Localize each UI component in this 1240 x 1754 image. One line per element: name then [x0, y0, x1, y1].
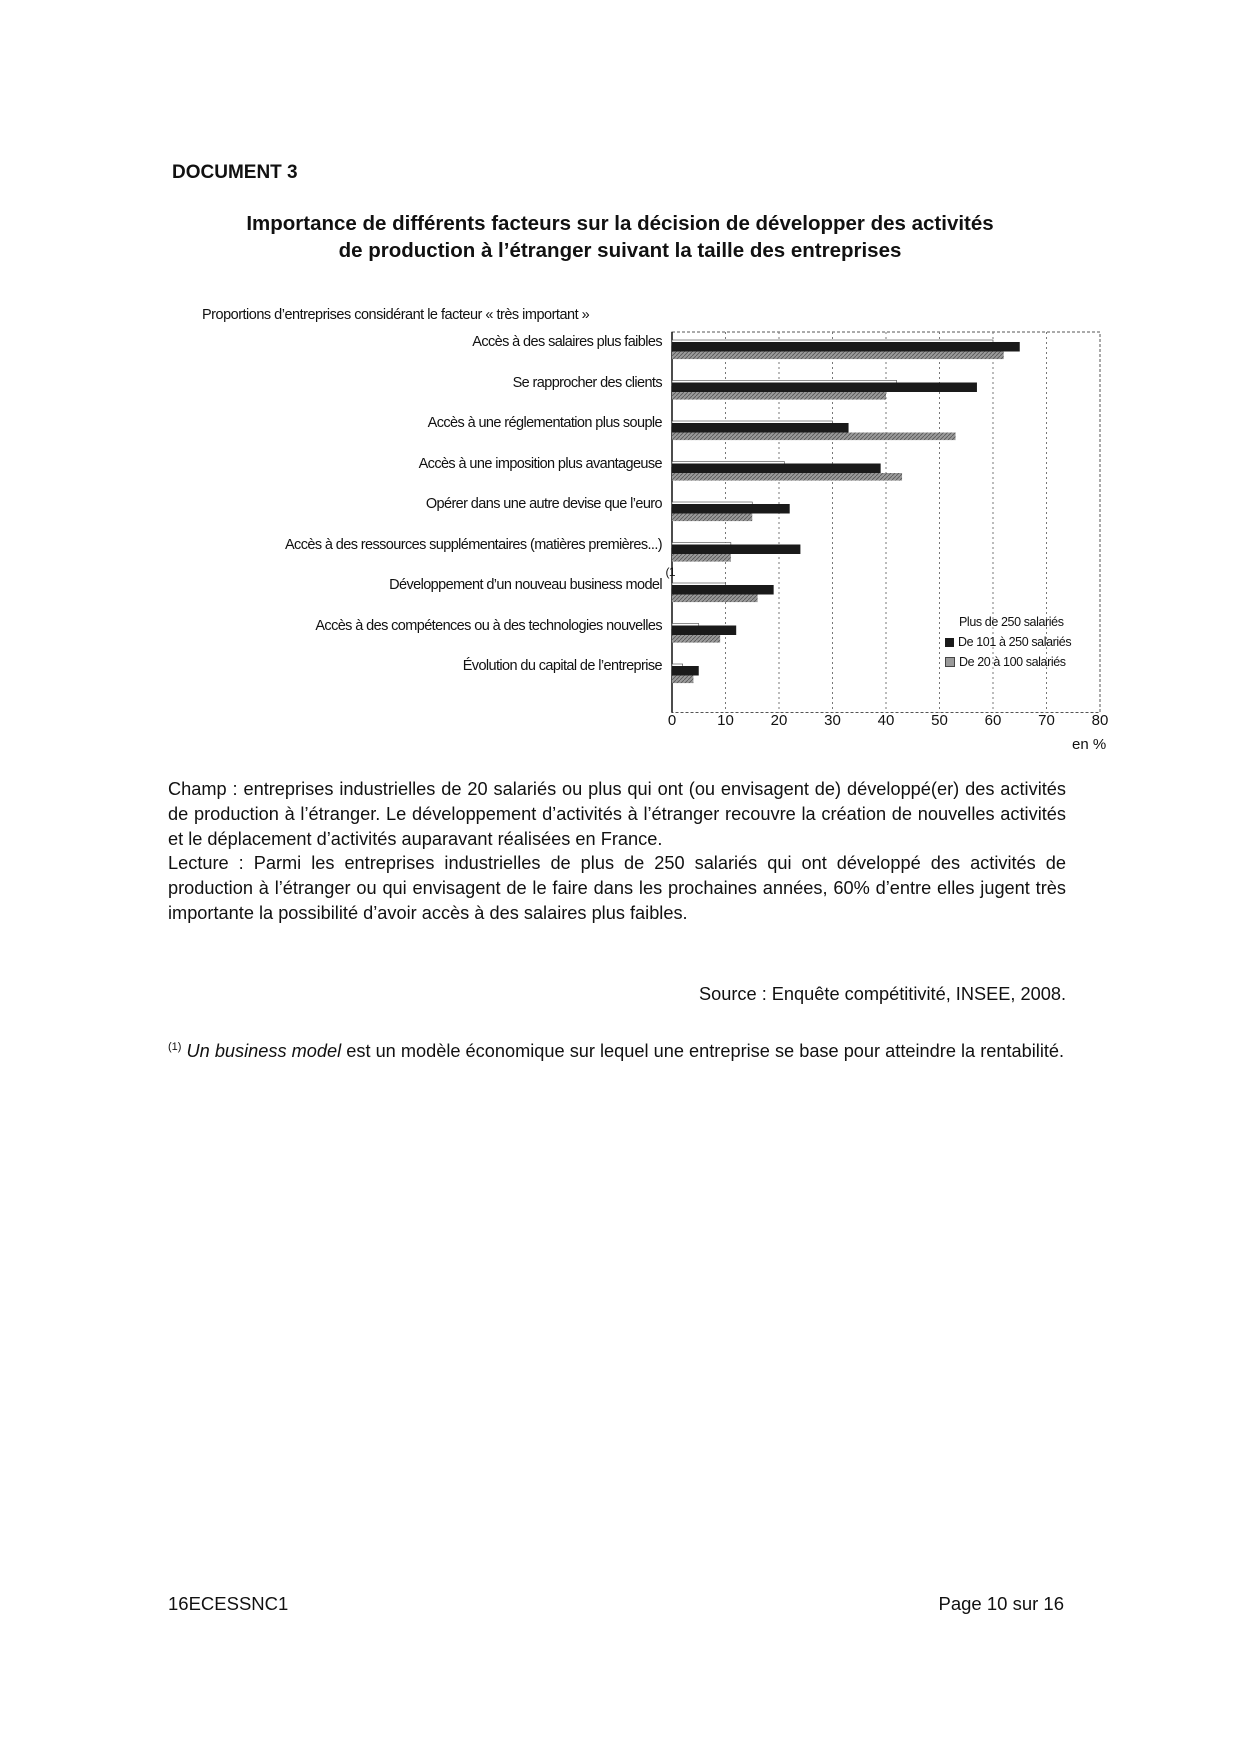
document-code: 16ECESSNC1	[168, 1593, 289, 1614]
title-line-2: de production à l’étranger suivant la taille des entreprises	[338, 239, 902, 262]
bar-101-250-5	[672, 545, 800, 555]
title-line-1: Importance de différents facteurs sur la décision de développer des activités	[246, 212, 994, 235]
x-tick-10: 10	[717, 712, 734, 729]
bar-101-250-1	[672, 383, 977, 393]
legend-item-0	[945, 615, 1064, 629]
x-tick-80: 80	[1091, 712, 1109, 729]
category-label-5: Accès à des ressources supplémentaires (matières premières...)	[284, 536, 662, 553]
bar-101-250-8	[672, 666, 699, 676]
x-tick-0: 0	[667, 712, 677, 729]
category-label-2: Accès à une réglementation plus souple	[427, 415, 662, 431]
x-axis-unit: en %	[1072, 736, 1107, 753]
footnote	[168, 1035, 1066, 1064]
x-tick-50: 50	[931, 712, 948, 729]
bar-20-100-7	[672, 635, 720, 643]
bar-20-100-3	[672, 473, 902, 481]
bar-20-100-4	[672, 514, 752, 522]
category-label-1: Se rapprocher des clients	[512, 374, 662, 391]
bar-20-100-5	[672, 554, 731, 562]
category-label-6: Développement d’un nouveau business model	[389, 577, 662, 593]
source-line: Source : Enquête compétitivité, INSEE, 2008.	[699, 984, 1066, 1004]
legend-item-2	[945, 655, 1066, 669]
x-tick-20: 20	[770, 712, 788, 729]
footnote-marker-chart: (1	[665, 565, 675, 579]
chart-subtitle: Proportions d’entreprises considérant le facteur « très important »	[202, 307, 590, 323]
bar-101-250-0	[672, 342, 1020, 352]
champ-note: Champ : entreprises industrielles de 20 salariés ou plus qui ont (ou envisagent de) développé(er) des activités de production à l’étranger. Le développement d’activités à l’étranger recouvre la création de nouvelles activités et le déplacement d’activités auparavant réalisées en France.	[168, 779, 1066, 849]
x-tick-30: 30	[824, 712, 841, 729]
x-tick-70: 70	[1038, 712, 1055, 729]
footnote-text: est un modèle économique sur lequel une entreprise se base pour atteindre la rentabilité.	[341, 1041, 1065, 1062]
bar-20-100-6	[672, 595, 758, 603]
bar-101-250-3	[672, 464, 881, 474]
legend-swatch-1	[945, 638, 954, 647]
category-label-7: Accès à des compétences ou à des technologies nouvelles	[315, 617, 662, 634]
bar-20-100-0	[672, 352, 1004, 360]
category-label-4: Opérer dans une autre devise que l’euro	[425, 496, 662, 512]
x-tick-60: 60	[984, 712, 1002, 729]
bar-20-100-8	[672, 676, 693, 684]
notes-block	[168, 777, 1066, 926]
bar-20-100-1	[672, 392, 886, 400]
bar-101-250-2	[672, 423, 849, 433]
footnote-term: Un business model	[186, 1041, 342, 1062]
lecture-note: Lecture : Parmi les entreprises industrielles de plus de 250 salariés qui ont développé des activités de production à l’étranger ou qui envisagent de le faire dans les prochaines années, 60% d’entre elles jugent très importante la possibilité d’avoir accès à des salaires plus faibles.	[168, 853, 1066, 923]
bar-chart	[0, 0, 1240, 800]
bar-101-250-7	[672, 626, 736, 636]
legend-label-0: Plus de 250 salariés	[959, 615, 1064, 629]
category-label-3: Accès à une imposition plus avantageuse	[418, 455, 662, 472]
category-label-0: Accès à des salaires plus faibles	[472, 334, 662, 350]
legend-item-1	[945, 635, 1071, 649]
bar-101-250-6	[672, 585, 774, 595]
bar-101-250-4	[672, 504, 790, 514]
document-label: DOCUMENT 3	[172, 162, 298, 183]
category-label-8: Évolution du capital de l’entreprise	[462, 658, 662, 674]
footnote-marker: (1)	[168, 1041, 182, 1053]
bar-20-100-2	[672, 433, 956, 441]
page-number: Page 10 sur 16	[938, 1593, 1064, 1614]
legend-label-2: De 20 à 100 salariés	[959, 655, 1066, 669]
legend-label-1: De 101 à 250 salariés	[958, 635, 1072, 649]
legend-swatch-2	[945, 657, 955, 667]
x-tick-40: 40	[877, 712, 895, 729]
